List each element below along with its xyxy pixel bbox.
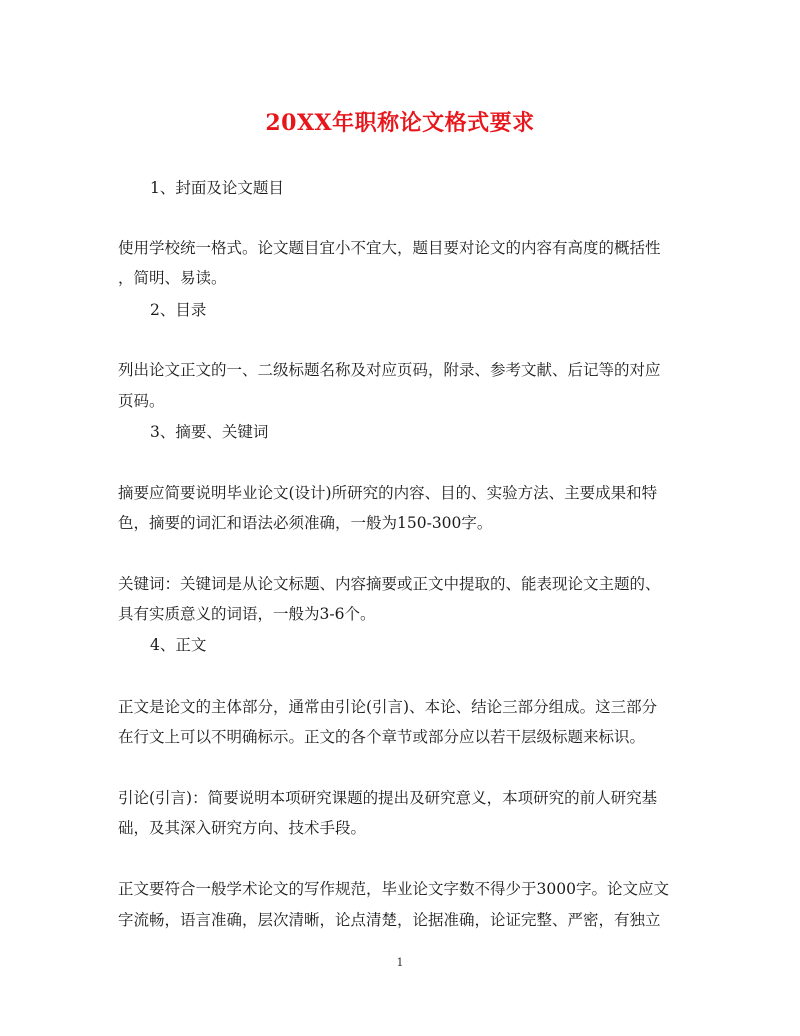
section-heading-toc: 2、目录 xyxy=(150,301,207,319)
paragraph-line: 关键词：关键词是从论文标题、内容摘要或正文中提取的、能表现论文主题的、 xyxy=(118,575,661,593)
section-heading-body: 4、正文 xyxy=(150,636,207,654)
paragraph-line: 础，及其深入研究方向、技术手段。 xyxy=(118,819,367,837)
paragraph-line: 在行文上可以不明确标示。正文的各个章节或部分应以若干层级标题来标识。 xyxy=(118,728,646,746)
paragraph-line: 使用学校统一格式。论文题目宜小不宜大，题目要对论文的内容有高度的概括性 xyxy=(118,239,661,257)
paragraph-line: 字流畅，语言准确，层次清晰，论点清楚，论据准确，论证完整、严密，有独立 xyxy=(118,911,661,929)
paragraph-line: 摘要应简要说明毕业论文(设计)所研究的内容、目的、实验方法、主要成果和特 xyxy=(118,484,658,502)
paragraph-line: 正文是论文的主体部分，通常由引论(引言)、本论、结论三部分组成。这三部分 xyxy=(118,698,658,716)
section-heading-cover: 1、封面及论文题目 xyxy=(150,179,284,197)
paragraph-line: 具有实质意义的词语，一般为3-6个。 xyxy=(118,605,376,623)
section-heading-abstract: 3、摘要、关键词 xyxy=(150,423,269,441)
paragraph-line: 引论(引言)：简要说明本项研究课题的提出及研究意义，本项研究的前人研究基 xyxy=(118,789,658,807)
paragraph-line: 列出论文正文的一、二级标题名称及对应页码，附录、参考文献、后记等的对应 xyxy=(118,361,661,379)
paragraph-line: 正文要符合一般学术论文的写作规范，毕业论文字数不得少于3000字。论文应文 xyxy=(118,880,669,898)
document-title: 20XX年职称论文格式要求 xyxy=(265,110,535,136)
page-number: 1 xyxy=(396,956,404,969)
paragraph-line: 色，摘要的词汇和语法必须准确，一般为150-300字。 xyxy=(118,514,493,532)
paragraph-line: 页码。 xyxy=(118,392,165,410)
paragraph-line: ，简明、易读。 xyxy=(118,269,227,287)
